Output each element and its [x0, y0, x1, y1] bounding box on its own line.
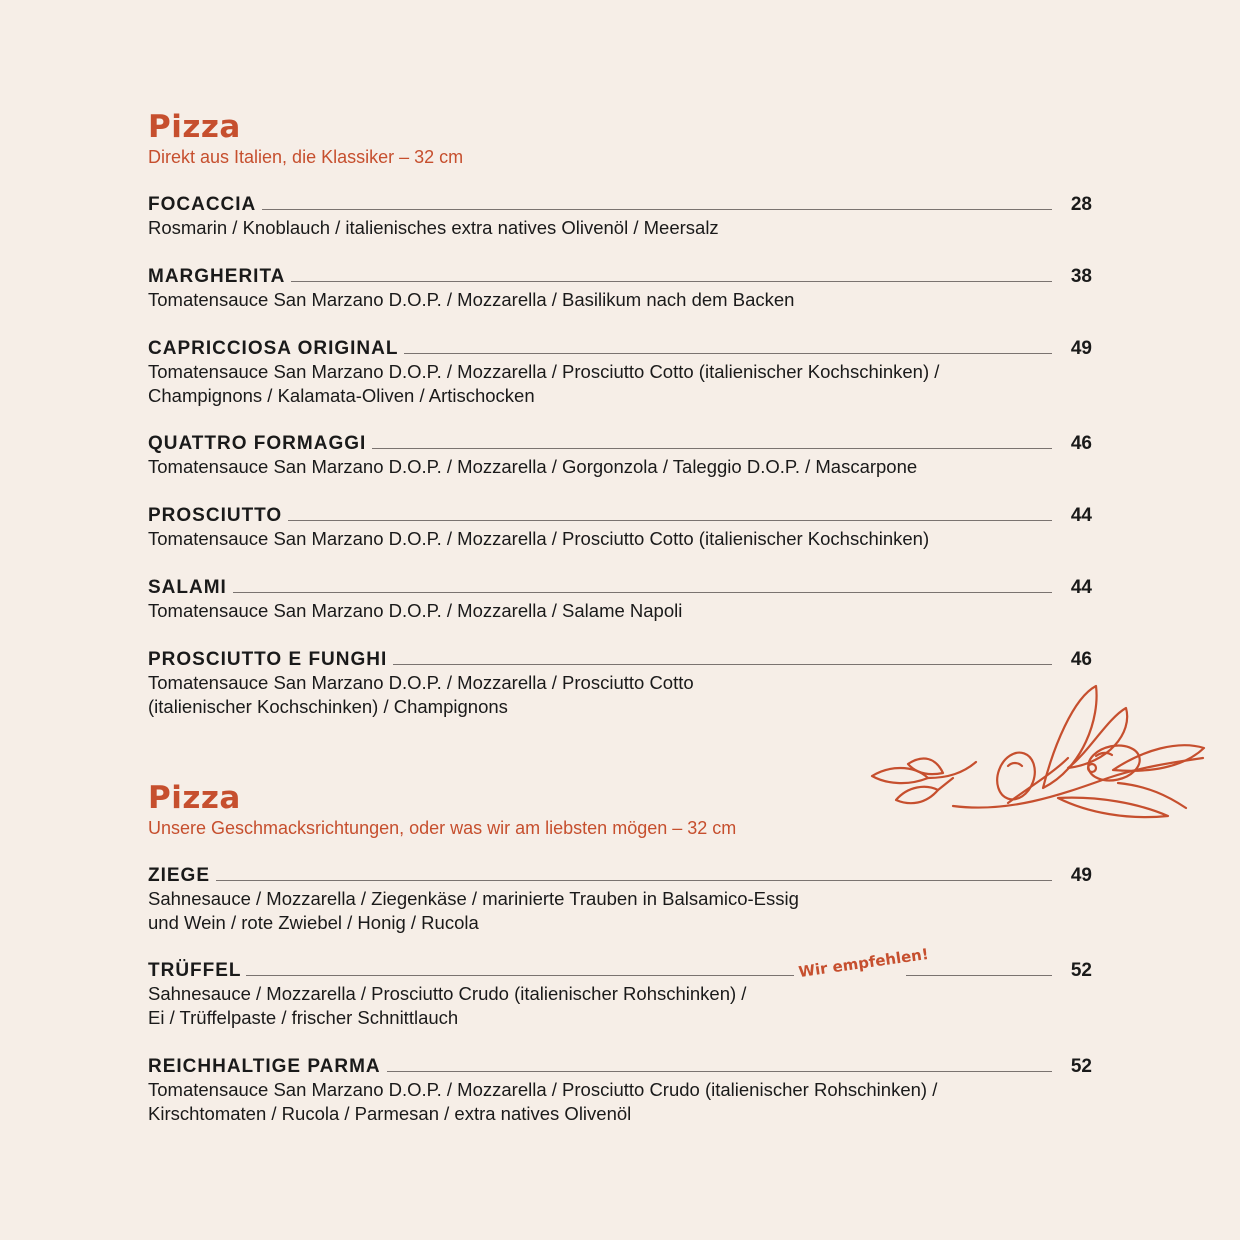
description-line: Tomatensauce San Marzano D.O.P. / Mozzarella / Gorgonzola / Taleggio D.O.P. / Mascarpone	[148, 456, 918, 477]
leader-line	[291, 281, 1052, 282]
menu-section-classics	[148, 110, 1092, 168]
menu-item-trueffel	[148, 958, 1092, 1030]
description-line: Tomatensauce San Marzano D.O.P. / Mozzarella / Prosciutto Crudo (italienischer Rohschinken) /	[148, 1079, 938, 1100]
description-line: Sahnesauce / Mozzarella / Prosciutto Crudo (italienischer Rohschinken) /	[148, 983, 747, 1004]
menu-item-capricciosa	[148, 336, 1092, 408]
description-line: Champignons / Kalamata-Oliven / Artischocken	[148, 385, 535, 406]
leader-line	[906, 975, 1052, 976]
leader-line	[372, 448, 1052, 449]
description-line: Tomatensauce San Marzano D.O.P. / Mozzarella / Prosciutto Cotto (italienischer Kochschinken) /	[148, 361, 940, 382]
item-price: 44	[1070, 577, 1092, 598]
item-price: 28	[1070, 194, 1092, 215]
item-name: FOCACCIA	[148, 194, 257, 215]
menu-item-salami	[148, 575, 1092, 623]
item-name: REICHHALTIGE PARMA	[148, 1056, 381, 1077]
section-subtitle: Direkt aus Italien, die Klassiker – 32 cm	[148, 147, 464, 167]
item-price: 46	[1070, 649, 1092, 670]
leader-line	[262, 209, 1052, 210]
item-price: 52	[1070, 1056, 1092, 1077]
item-price: 44	[1070, 505, 1092, 526]
item-price: 49	[1070, 865, 1092, 886]
menu-item-quattro-formaggi	[148, 431, 1092, 479]
item-description	[148, 455, 1092, 479]
item-description	[148, 982, 1092, 1030]
item-name: MARGHERITA	[148, 266, 286, 287]
leader-line	[393, 664, 1052, 665]
leader-line	[288, 520, 1052, 521]
leader-line	[216, 880, 1052, 881]
item-name: CAPRICCIOSA ORIGINAL	[148, 338, 399, 359]
description-line: und Wein / rote Zwiebel / Honig / Rucola	[148, 912, 479, 933]
item-description	[148, 288, 1092, 312]
description-line: Tomatensauce San Marzano D.O.P. / Mozzarella / Salame Napoli	[148, 600, 683, 621]
item-description	[148, 216, 1092, 240]
item-price: 49	[1070, 338, 1092, 359]
description-line: Sahnesauce / Mozzarella / Ziegenkäse / marinierte Trauben in Balsamico-Essig	[148, 888, 799, 909]
leader-line	[233, 592, 1052, 593]
leader-line	[387, 1071, 1052, 1072]
section-title: Pizza	[148, 780, 241, 816]
item-description	[148, 887, 1092, 935]
recommendation-badge: Wir empfehlen!	[797, 944, 930, 982]
description-line: Kirschtomaten / Rucola / Parmesan / extra natives Olivenöl	[148, 1103, 632, 1124]
item-price: 52	[1070, 960, 1092, 981]
leader-line	[246, 975, 794, 976]
item-name: SALAMI	[148, 577, 227, 598]
item-name: ZIEGE	[148, 865, 211, 886]
menu-item-focaccia	[148, 192, 1092, 240]
item-name: PROSCIUTTO	[148, 505, 283, 526]
menu-section-favorites	[148, 781, 1092, 839]
item-price: 46	[1070, 433, 1092, 454]
menu-item-margherita	[148, 264, 1092, 312]
leader-line	[404, 353, 1052, 354]
description-line: Ei / Trüffelpaste / frischer Schnittlauch	[148, 1007, 459, 1028]
menu-item-reichhaltige-parma	[148, 1054, 1092, 1126]
item-name: PROSCIUTTO E FUNGHI	[148, 649, 388, 670]
item-description	[148, 1078, 1092, 1126]
description-line: Rosmarin / Knoblauch / italienisches extra natives Olivenöl / Meersalz	[148, 217, 719, 238]
item-price: 38	[1070, 266, 1092, 287]
section-subtitle: Unsere Geschmacksrichtungen, oder was wir am liebsten mögen – 32 cm	[148, 818, 737, 838]
item-description	[148, 527, 1092, 551]
item-description	[148, 599, 1092, 623]
description-line: Tomatensauce San Marzano D.O.P. / Mozzarella / Prosciutto Cotto (italienischer Kochschinken)	[148, 528, 930, 549]
description-line: Tomatensauce San Marzano D.O.P. / Mozzarella / Prosciutto Cotto	[148, 672, 694, 693]
menu-item-ziege	[148, 863, 1092, 935]
item-name: QUATTRO FORMAGGI	[148, 433, 367, 454]
description-line: Tomatensauce San Marzano D.O.P. / Mozzarella / Basilikum nach dem Backen	[148, 289, 795, 310]
item-description	[148, 360, 1092, 408]
section-title: Pizza	[148, 109, 241, 145]
description-line: (italienischer Kochschinken) / Champignons	[148, 696, 508, 717]
item-name: TRÜFFEL	[148, 960, 242, 981]
menu-item-prosciutto	[148, 503, 1092, 551]
